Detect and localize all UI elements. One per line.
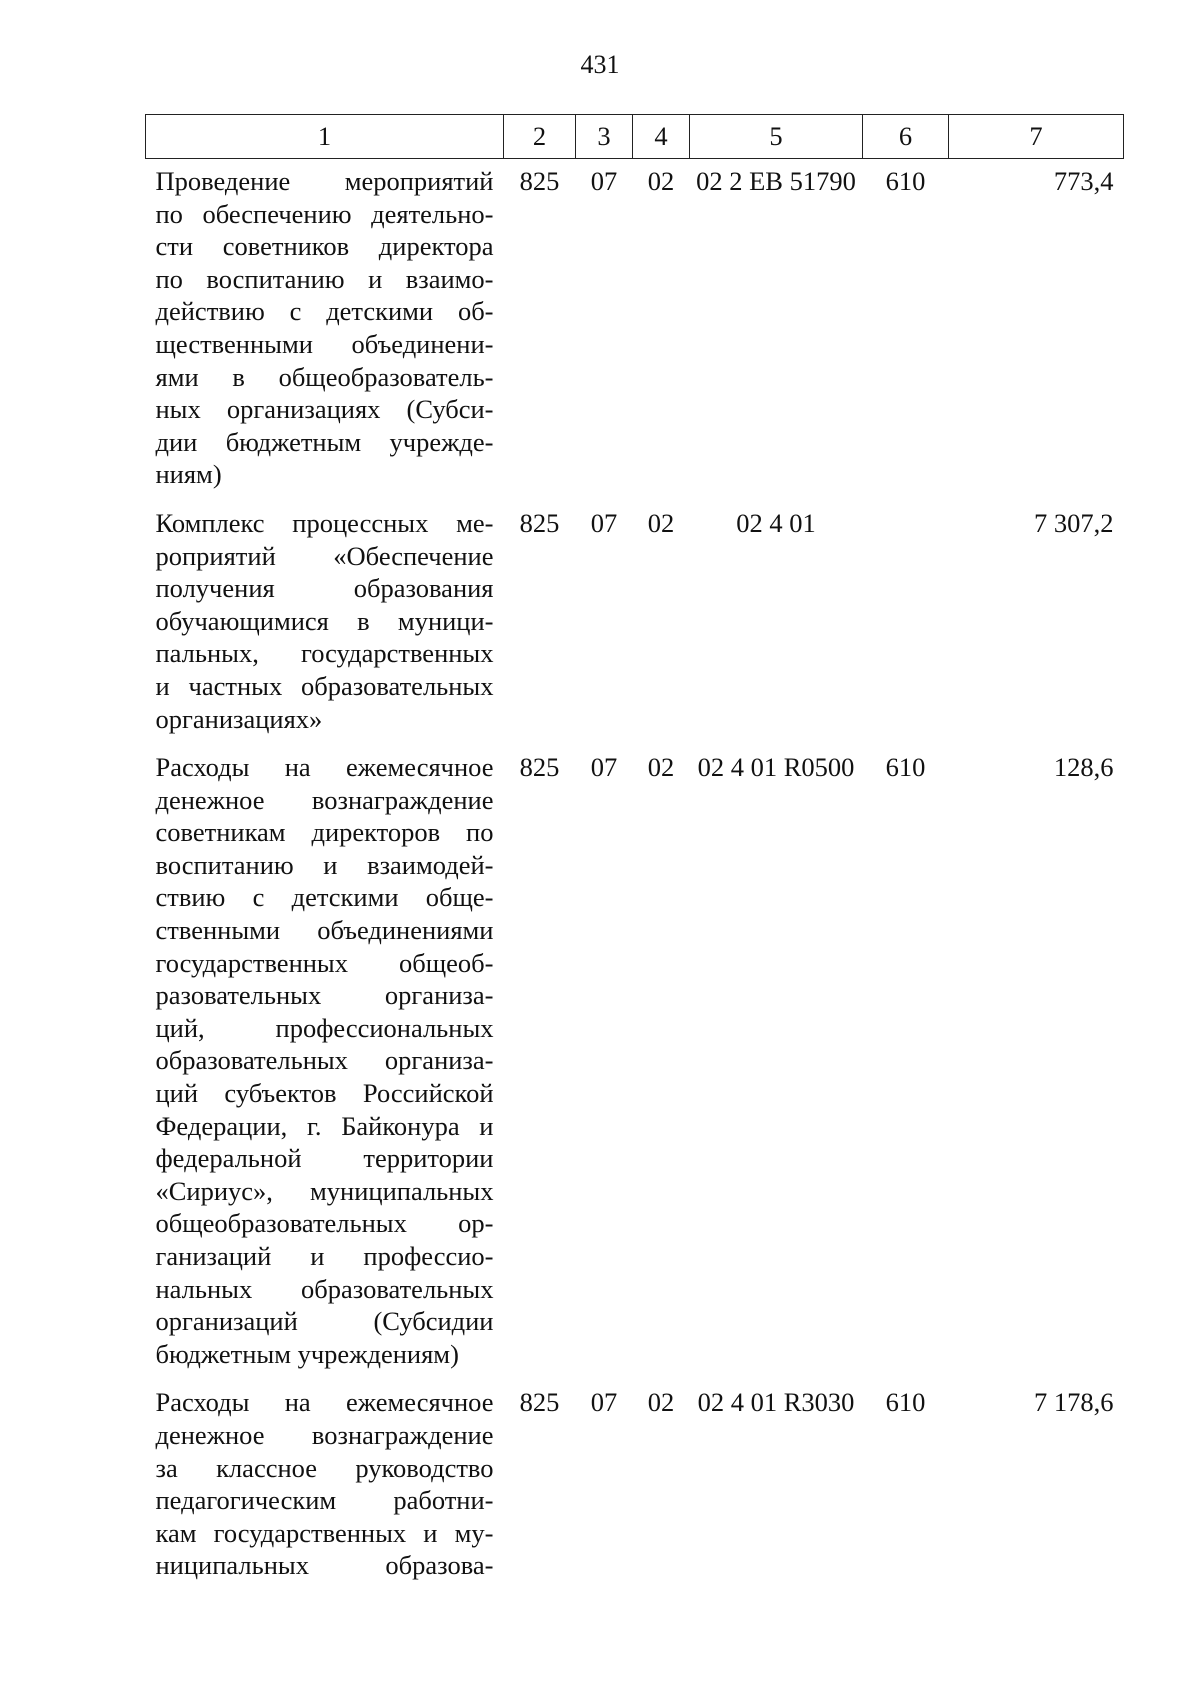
row-expense-type: 610 <box>885 1387 926 1418</box>
page-number: 431 <box>580 50 620 79</box>
description-line: Проведение мероприятий <box>155 166 494 196</box>
row-ministry-code: 825 <box>519 752 560 783</box>
description-line: кам государственных и му- <box>155 1517 494 1548</box>
table-body <box>146 159 1124 1592</box>
budget-table <box>145 114 1124 1592</box>
row-amount: 7 178,6 <box>1034 1387 1114 1418</box>
description-line: Федерации, г. Байконура и <box>155 1110 494 1141</box>
description-line: и частных образовательных <box>155 670 494 701</box>
description-line: образовательных организа- <box>155 1045 494 1076</box>
description-line: действию с детскими об- <box>155 296 494 327</box>
row-subsection-code: 02 <box>647 166 675 196</box>
description-line: по обеспечению деятельно- <box>155 198 494 229</box>
header-row <box>146 115 1124 159</box>
description-line: ций субъектов Российской <box>155 1078 494 1109</box>
row-ministry-code: 825 <box>519 1387 560 1418</box>
header-col-5: 5 <box>690 115 863 159</box>
description-line: организаций (Субсидии <box>155 1306 494 1337</box>
row-amount: 7 307,2 <box>1034 507 1114 538</box>
description-line: воспитанию и взаимодей- <box>155 849 494 880</box>
row-subsection-code: 02 <box>647 507 675 538</box>
description-line: разовательных организа- <box>155 980 494 1011</box>
header-col-7: 7 <box>949 115 1124 159</box>
header-col-1: 1 <box>146 115 504 159</box>
description-line: денежное вознаграждение <box>155 1419 494 1450</box>
description-line: ций, профессиональных <box>155 1012 494 1043</box>
description-line: пальных, государственных <box>155 638 494 669</box>
description-line: по воспитанию и взаимо- <box>155 263 494 294</box>
description-line: бюджетным учреждениям) <box>155 1338 459 1369</box>
description-line: обучающимися в муници- <box>155 605 494 636</box>
description-line: роприятий «Обеспечение <box>155 540 494 571</box>
row-target-article: 02 4 01 R3030 <box>697 1387 855 1418</box>
description-line: государственных общеоб- <box>155 947 494 978</box>
row-subsection-code: 02 <box>647 752 675 783</box>
row-section-code: 07 <box>590 166 618 196</box>
description-line: Комплекс процессных ме- <box>155 507 494 538</box>
row-target-article: 02 4 01 R0500 <box>697 752 855 783</box>
row-target-article: 02 2 EB 51790 <box>696 166 856 196</box>
row-expense-type: 610 <box>885 752 926 783</box>
row-description <box>146 501 504 745</box>
description-line: организациях» <box>155 703 323 734</box>
row-amount: 773,4 <box>1053 166 1114 196</box>
description-line: ниям) <box>155 459 222 490</box>
table-row <box>146 501 1124 745</box>
header-col-2: 2 <box>504 115 576 159</box>
description-line: «Сириус», муниципальных <box>155 1175 494 1206</box>
description-line: ниципальных образова- <box>155 1550 494 1581</box>
header-col-3: 3 <box>576 115 633 159</box>
row-description <box>146 1380 504 1592</box>
header-col-6: 6 <box>863 115 949 159</box>
row-target-article: 02 4 01 <box>736 507 816 538</box>
row-section-code: 07 <box>590 1387 618 1418</box>
description-line: щественными объединени- <box>155 328 494 359</box>
row-expense-type: 610 <box>885 166 926 196</box>
row-expense-type <box>863 501 949 745</box>
row-description <box>146 745 504 1380</box>
header-col-4: 4 <box>633 115 690 159</box>
description-line: денежное вознаграждение <box>155 784 494 815</box>
row-ministry-code: 825 <box>519 507 560 538</box>
row-amount: 128,6 <box>1053 752 1114 783</box>
description-line: дии бюджетным учрежде- <box>155 426 494 457</box>
description-line: нальных образовательных <box>155 1273 494 1304</box>
description-line: педагогическим работни- <box>155 1485 494 1516</box>
description-line: ственными объединениями <box>155 915 494 946</box>
description-line: ями в общеобразователь- <box>155 361 494 392</box>
description-line: общеобразовательных ор- <box>155 1208 494 1239</box>
description-line: сти советников директора <box>155 231 494 262</box>
row-subsection-code: 02 <box>647 1387 675 1418</box>
description-line: Расходы на ежемесячное <box>155 1387 494 1418</box>
table-row <box>146 159 1124 501</box>
description-line: Расходы на ежемесячное <box>155 752 494 783</box>
table-header <box>146 115 1124 159</box>
description-line: советникам директоров по <box>155 817 494 848</box>
table-row <box>146 745 1124 1380</box>
row-section-code: 07 <box>590 507 618 538</box>
table-row <box>146 1380 1124 1592</box>
description-line: ствию с детскими обще- <box>155 882 494 913</box>
description-line: федеральной территории <box>155 1143 494 1174</box>
row-description <box>146 159 504 501</box>
description-line: за классное руководство <box>155 1452 494 1483</box>
row-section-code: 07 <box>590 752 618 783</box>
row-ministry-code: 825 <box>519 166 560 196</box>
description-line: получения образования <box>155 573 494 604</box>
description-line: ганизаций и профессио- <box>155 1241 494 1271</box>
description-line: ных организациях (Субси- <box>155 394 494 425</box>
